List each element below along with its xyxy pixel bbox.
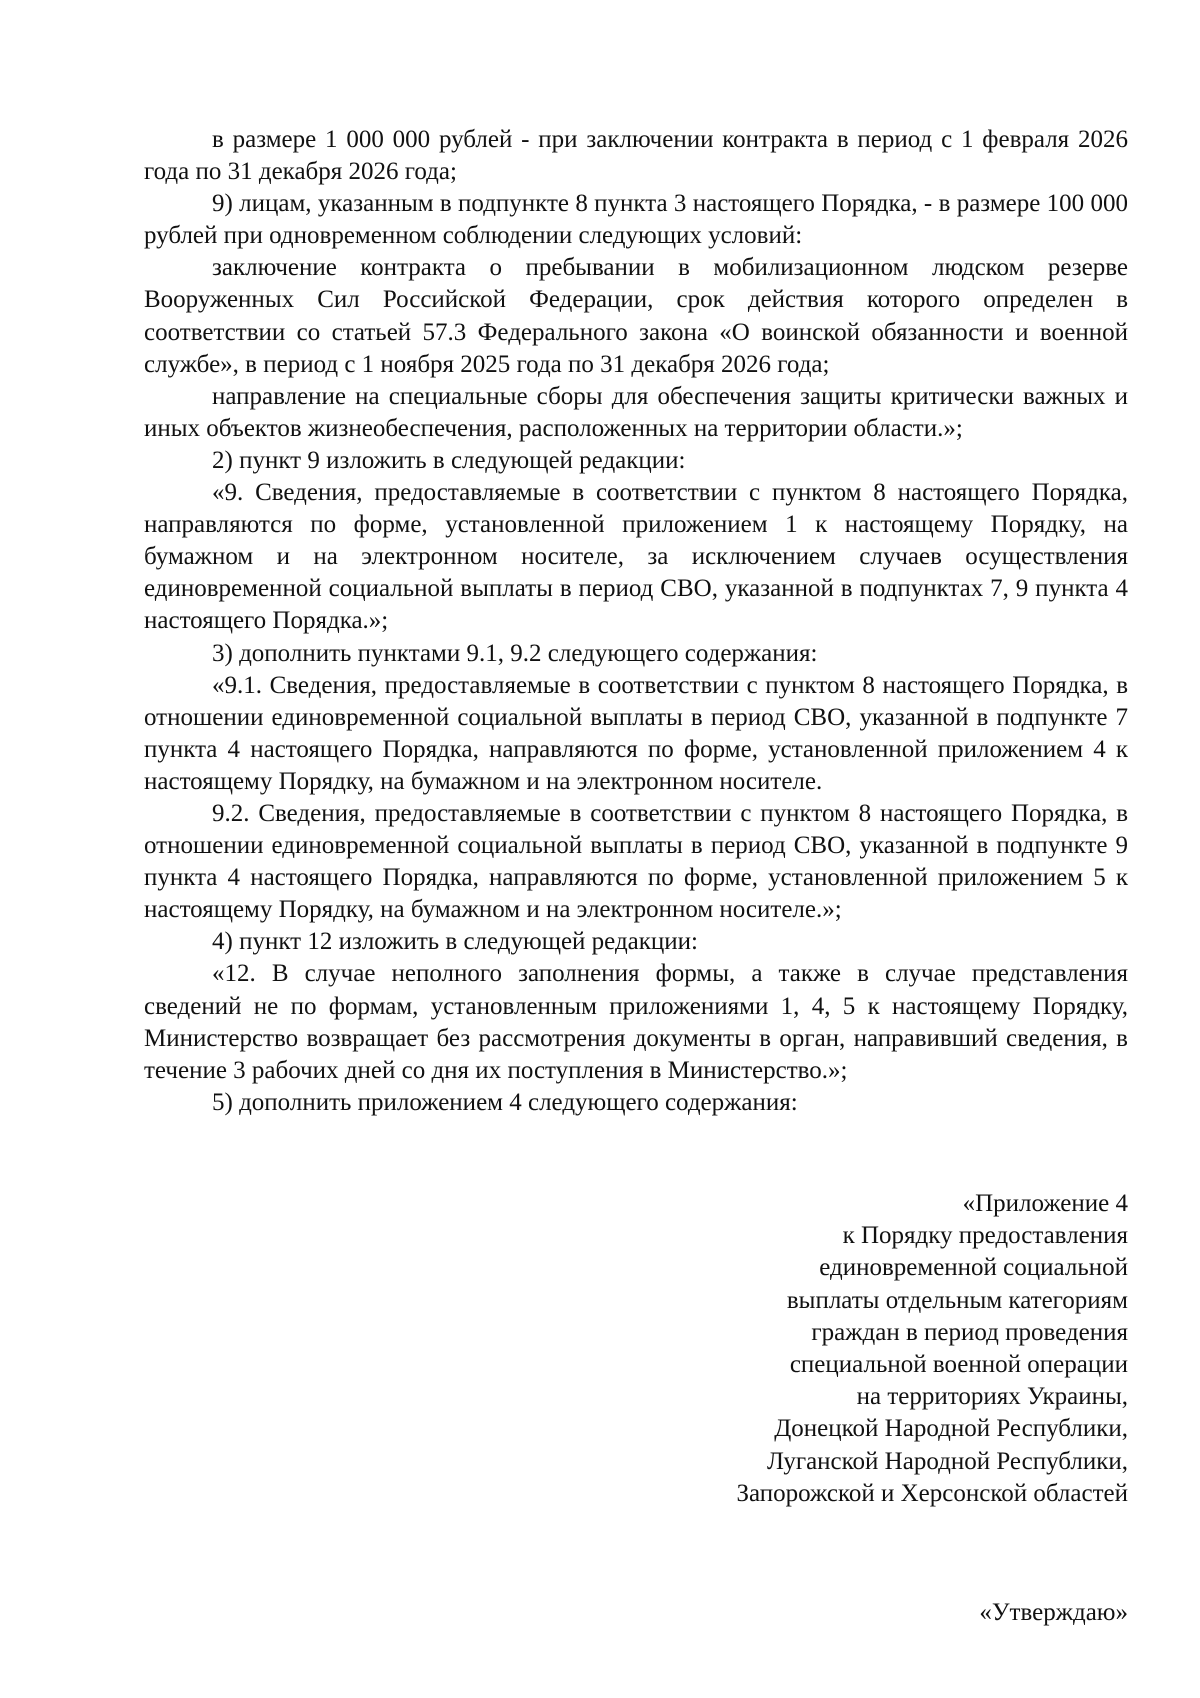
appendix-line: граждан в период проведения bbox=[811, 1318, 1128, 1346]
paragraph-clause-9: «9. Сведения, предоставляемые в соответствии с пунктом 8 настоящего Порядка, направляются по форме, установленной приложением 1 к настоящему Порядку, на бумажном и на электронном носителе, за исключением случаев осуществления единовременной социальной выплаты в период СВО, указанной в подпунктах 7, 9 пункта 4 настоящего Порядка.»; bbox=[144, 479, 1128, 635]
paragraph-amendment-4: 4) пункт 12 изложить в следующей редакции: bbox=[212, 928, 698, 956]
appendix-line: специальной военной операции bbox=[789, 1351, 1128, 1379]
document-body bbox=[144, 124, 1128, 1119]
paragraph-clause-12: «12. В случае неполного заполнения формы, а также в случае представления сведений не по формам, установленным приложениями 1, 4, 5 к настоящему Порядку, Министерство возвращает без рассмотрения документы в орган, направивший сведения, в течение 3 рабочих дней со дня их поступления в Министерство.»; bbox=[144, 960, 1128, 1084]
appendix-line: «Приложение 4 bbox=[962, 1190, 1128, 1217]
appendix-line: единовременной социальной bbox=[819, 1254, 1128, 1282]
paragraph-clause-9-1: «9.1. Сведения, предоставляемые в соответствии с пунктом 8 настоящего Порядка, в отношении единовременной социальной выплаты в период СВО, указанной в подпункте 7 пункта 4 настоящего Порядка, направляются по форме, установленной приложением 4 к настоящему Порядку, на бумажном и на электронном носителе. bbox=[144, 671, 1128, 795]
paragraph-payment-amount: в размере 1 000 000 рублей - при заключении контракта в период с 1 февраля 2026 года по 31 декабря 2026 года; bbox=[144, 126, 1128, 186]
appendix-line: на территориях Украины, bbox=[856, 1383, 1128, 1411]
paragraph-amendment-5: 5) дополнить приложением 4 следующего содержания: bbox=[212, 1088, 798, 1116]
appendix-line: к Порядку предоставления bbox=[842, 1222, 1128, 1250]
paragraph-condition-contract: заключение контракта о пребывании в мобилизационном людском резерве Вооруженных Сил Российской Федерации, срок действия которого определен в соответствии со статьей 57.3 Федерального закона «О воинской обязанности и военной службе», в период с 1 ноября 2025 года по 31 декабря 2026 года; bbox=[144, 254, 1128, 378]
approval-heading: «Утверждаю» bbox=[979, 1599, 1128, 1626]
paragraph-condition-training: направление на специальные сборы для обеспечения защиты критически важных и иных объектов жизнеобеспечения, расположенных на территории области.»; bbox=[144, 382, 1128, 442]
appendix-line: выплаты отдельным категориям bbox=[786, 1286, 1128, 1314]
paragraph-amendment-3: 3) дополнить пунктами 9.1, 9.2 следующего содержания: bbox=[212, 639, 818, 667]
paragraph-item-9: 9) лицам, указанным в подпункте 8 пункта 3 настоящего Порядка, - в размере 100 000 рублей при одновременном соблюдении следующих условий: bbox=[144, 190, 1128, 250]
appendix-header bbox=[528, 1188, 1128, 1510]
appendix-line: Запорожской и Херсонской областей bbox=[736, 1479, 1128, 1507]
paragraph-clause-9-2: 9.2. Сведения, предоставляемые в соответствии с пунктом 8 настоящего Порядка, в отношении единовременной социальной выплаты в период СВО, указанной в подпункте 9 пункта 4 настоящего Порядка, направляются по форме, установленной приложением 5 к настоящему Порядку, на бумажном и на электронном носителе.»; bbox=[144, 799, 1128, 924]
paragraph-amendment-2: 2) пункт 9 изложить в следующей редакции: bbox=[212, 446, 686, 474]
appendix-line: Донецкой Народной Республики, bbox=[774, 1415, 1128, 1443]
appendix-line: Луганской Народной Республики, bbox=[767, 1447, 1128, 1475]
